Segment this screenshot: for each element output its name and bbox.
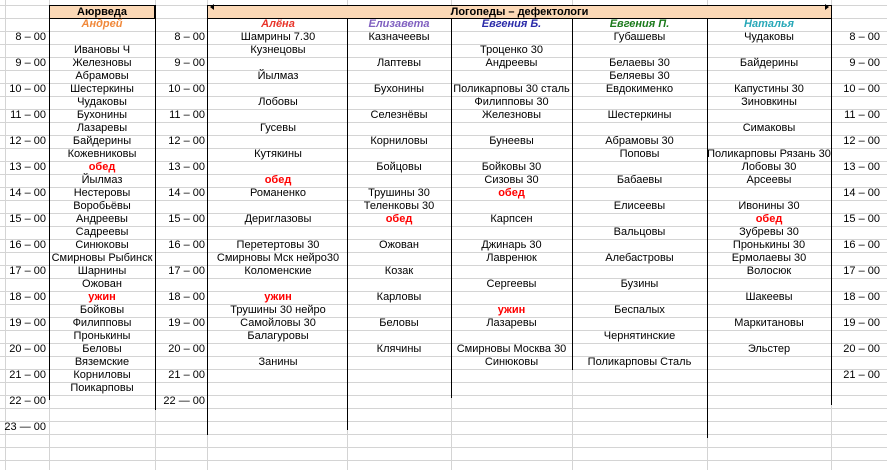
- time-label: 9 – 00: [15, 57, 46, 69]
- appointment-cell: Смирновы Мск нейро30: [216, 252, 340, 264]
- appointment-cell: Трушины 30 нейро: [230, 304, 326, 316]
- appointment-cell: Клячины: [376, 343, 422, 355]
- appointment-cell: Теленковы 30: [363, 200, 435, 212]
- appointment-cell: Маркитановы: [734, 317, 804, 329]
- time-label: 11 – 00: [10, 109, 46, 121]
- appointment-cell: Филипповы 30: [474, 96, 549, 108]
- appointment-cell: Садреевы: [75, 226, 129, 238]
- appointment-cell: Самойловы 30: [240, 317, 316, 329]
- appointment-cell: Сергеевы: [486, 278, 537, 290]
- appointment-cell: Губашевы: [613, 31, 666, 43]
- appointment-cell: Джинарь 30: [481, 239, 542, 251]
- appointment-cell: Андреевы: [76, 213, 128, 225]
- appointment-cell: Занины: [258, 356, 298, 368]
- time-label: 9 – 00: [849, 57, 880, 69]
- time-label: 11 – 00: [844, 109, 880, 121]
- appointment-cell: ужин: [264, 291, 292, 303]
- arrow-right-icon: [825, 4, 829, 10]
- appointment-cell: Кожевниковы: [67, 148, 137, 160]
- appointment-cell: обед: [755, 213, 783, 225]
- appointment-cell: Перетертовы 30: [236, 239, 320, 251]
- appointment-cell: Казначеевы: [368, 31, 430, 43]
- appointment-cell: Козак: [384, 265, 414, 277]
- appointment-cell: Романенко: [250, 187, 306, 199]
- time-label: 16 – 00: [168, 239, 205, 251]
- appointment-cell: Беспалых: [614, 304, 665, 316]
- appointment-cell: Зубревы 30: [739, 226, 799, 238]
- time-label: 20 – 00: [9, 343, 46, 355]
- appointment-cell: Сизовы 30: [484, 174, 539, 186]
- time-label: 14 – 00: [9, 187, 46, 199]
- appointment-cell: ужин: [497, 304, 526, 316]
- appointment-cell: Синюковы: [75, 239, 129, 251]
- appointment-cell: Йылмаз: [257, 70, 299, 82]
- appointment-cell: Бабаевы: [616, 174, 663, 186]
- time-label: 22 – 00: [9, 395, 46, 407]
- appointment-cell: Симаковы: [742, 122, 796, 134]
- appointment-cell: Поликарповы Рязань 30: [707, 148, 831, 160]
- appointment-cell: Карловы: [376, 291, 422, 303]
- appointment-cell: Бойковы: [79, 304, 125, 316]
- time-label: 12 – 00: [843, 135, 880, 147]
- time-label: 20 – 00: [843, 343, 880, 355]
- arrow-left-icon: [210, 4, 214, 10]
- appointment-cell: Гусевы: [260, 122, 296, 134]
- appointment-cell: Балагуровы: [247, 330, 309, 342]
- appointment-cell: Вяземские: [74, 356, 130, 368]
- appointment-cell: Корниловы: [370, 135, 428, 147]
- appointment-cell: Бойцовы: [376, 161, 422, 173]
- appointment-cell: Смирновы Рыбинск: [51, 252, 153, 264]
- time-label: 10 – 00: [168, 83, 205, 95]
- appointment-cell: Синюковы: [484, 356, 539, 368]
- time-label: 16 – 00: [843, 239, 880, 251]
- appointment-cell: Железновы: [72, 57, 132, 69]
- appointment-cell: Лавренюк: [486, 252, 537, 264]
- time-label: 19 – 00: [9, 317, 46, 329]
- appointment-cell: Бухонины: [373, 83, 425, 95]
- time-label: 18 – 00: [843, 291, 880, 303]
- time-label: 18 – 00: [9, 291, 46, 303]
- appointment-cell: обед: [88, 161, 116, 173]
- appointment-cell: ужин: [88, 291, 116, 303]
- appointment-cell: Воробьёвы: [73, 200, 131, 212]
- appointment-cell: Бухонины: [76, 109, 128, 121]
- appointment-cell: Абрамовы 30: [605, 135, 674, 147]
- appointment-cell: Шестеркины: [70, 83, 134, 95]
- appointment-cell: Алебастровы: [605, 252, 674, 264]
- time-label: 21 – 00: [9, 369, 46, 381]
- time-label: 18 – 00: [168, 291, 205, 303]
- appointment-cell: Филипповы: [72, 317, 132, 329]
- appointment-cell: Лазаревы: [76, 122, 128, 134]
- appointment-cell: обед: [498, 187, 525, 199]
- time-label: 17 – 00: [168, 265, 205, 277]
- appointment-cell: Абрамовы: [75, 70, 129, 82]
- time-label: 23 — 00: [4, 421, 46, 433]
- appointment-cell: Карпсен: [490, 213, 533, 225]
- appointment-cell: Эльстер: [747, 343, 791, 355]
- time-label: 9 – 00: [174, 57, 205, 69]
- appointment-cell: Чудаковы: [77, 96, 127, 108]
- appointment-cell: Лобовы: [258, 96, 298, 108]
- appointment-cell: Андреевы: [485, 57, 538, 69]
- appointment-cell: Корниловы: [73, 369, 131, 381]
- time-label: 15 – 00: [9, 213, 46, 225]
- time-label: 12 – 00: [168, 135, 205, 147]
- appointment-cell: Ожован: [379, 239, 419, 251]
- time-label: 10 – 00: [843, 83, 880, 95]
- appointment-cell: Евдокименко: [605, 83, 674, 95]
- appointment-cell: Лаптевы: [376, 57, 422, 69]
- time-label: 15 – 00: [168, 213, 205, 225]
- appointment-cell: Зиновкины: [741, 96, 797, 108]
- appointment-cell: Шамрины 7.30: [240, 31, 316, 43]
- appointment-cell: Дериглазовы: [244, 213, 312, 225]
- name-evgeniya-p: Евгения П.: [609, 18, 670, 30]
- appointment-cell: Бунеевы: [489, 135, 534, 147]
- name-elizaveta: Елизавета: [368, 18, 430, 30]
- appointment-cell: Чудаковы: [744, 31, 794, 43]
- appointment-cell: обед: [264, 174, 292, 186]
- appointment-cell: Чернятинские: [603, 330, 676, 342]
- appointment-cell: Ермолаевы 30: [731, 252, 807, 264]
- appointment-cell: Ивонины 30: [738, 200, 800, 212]
- appointment-cell: Волосюк: [746, 265, 792, 277]
- appointment-cell: Кузнецовы: [250, 44, 306, 56]
- time-label: 11 – 00: [169, 109, 205, 121]
- time-label: 13 – 00: [843, 161, 880, 173]
- appointment-cell: Шестеркины: [607, 109, 672, 121]
- appointment-cell: обед: [385, 213, 413, 225]
- name-andrey: Андрей: [81, 18, 123, 30]
- time-label: 8 – 00: [174, 31, 205, 43]
- appointment-cell: Арсеевы: [746, 174, 792, 186]
- name-alena: Алёна: [261, 18, 295, 30]
- appointment-cell: Кутякины: [254, 148, 302, 160]
- appointment-cell: Бузины: [620, 278, 659, 290]
- appointment-cell: Поикарповы: [70, 382, 134, 394]
- time-label: 14 – 00: [168, 187, 205, 199]
- time-label: 13 – 00: [9, 161, 46, 173]
- appointment-cell: Селезнёвы: [370, 109, 428, 121]
- appointment-cell: Байдерины: [72, 135, 132, 147]
- appointment-cell: Беловы: [379, 317, 419, 329]
- time-label: 21 – 00: [843, 369, 880, 381]
- appointment-cell: Поликарповы Сталь: [587, 356, 692, 368]
- time-label: 21 – 00: [168, 369, 205, 381]
- appointment-cell: Железновы: [481, 109, 542, 121]
- appointment-cell: Смирновы Москва 30: [456, 343, 567, 355]
- time-label: 17 – 00: [843, 265, 880, 277]
- appointment-cell: Бойковы 30: [481, 161, 542, 173]
- time-label: 19 – 00: [168, 317, 205, 329]
- appointment-cell: Лобовы 30: [741, 161, 797, 173]
- appointment-cell: Коломенские: [244, 265, 312, 277]
- time-label: 17 – 00: [9, 265, 46, 277]
- appointment-cell: Трушины 30: [368, 187, 430, 199]
- time-label: 8 – 00: [849, 31, 880, 43]
- appointment-cell: Шарнины: [77, 265, 127, 277]
- appointment-cell: Нестеровы: [73, 187, 131, 199]
- header-logo-defect: Логопеды – дефектологи: [207, 5, 832, 19]
- time-label: 8 – 00: [15, 31, 46, 43]
- appointment-cell: Ивановы Ч: [73, 44, 131, 56]
- time-label: 12 – 00: [9, 135, 46, 147]
- appointment-cell: Капустины 30: [734, 83, 804, 95]
- appointment-cell: Троценко 30: [479, 44, 544, 56]
- appointment-cell: Пронькины: [73, 330, 131, 342]
- header-ayurveda: Аюрведа: [49, 5, 155, 19]
- time-label: 10 – 00: [9, 83, 46, 95]
- appointment-cell: Йылмаз: [81, 174, 123, 186]
- appointment-cell: Байдерины: [739, 57, 799, 69]
- appointment-cell: Беляевы 30: [609, 70, 670, 82]
- time-label: 13 – 00: [168, 161, 205, 173]
- appointment-cell: Шакеевы: [745, 291, 793, 303]
- time-label: 20 – 00: [168, 343, 205, 355]
- appointment-cell: Беловы: [82, 343, 122, 355]
- time-label: 15 – 00: [843, 213, 880, 225]
- time-label: 22 — 00: [163, 395, 205, 407]
- appointment-cell: Ожован: [82, 278, 122, 290]
- name-evgeniya-b: Евгения Б.: [481, 18, 542, 30]
- appointment-cell: Елисеевы: [613, 200, 666, 212]
- appointment-cell: Вальцовы: [613, 226, 666, 238]
- appointment-cell: Поповы: [619, 148, 660, 160]
- appointment-cell: Поликарповы 30 сталь: [453, 83, 570, 95]
- name-natalya: Наталья: [744, 18, 794, 30]
- time-label: 19 – 00: [843, 317, 880, 329]
- time-label: 16 – 00: [9, 239, 46, 251]
- appointment-cell: Лазаревы: [486, 317, 537, 329]
- appointment-cell: Белаевы 30: [609, 57, 670, 69]
- time-label: 14 – 00: [843, 187, 880, 199]
- appointment-cell: Пронькины 30: [732, 239, 806, 251]
